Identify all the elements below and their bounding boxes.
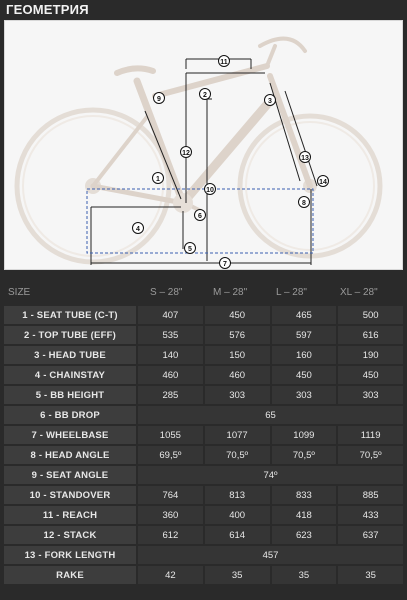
- cell-value: 150: [203, 346, 270, 364]
- cell-value: 460: [136, 366, 203, 384]
- cell-value: 764: [136, 486, 203, 504]
- cell-value: 70,5º: [203, 446, 270, 464]
- row-label: 10 - STANDOVER: [4, 486, 136, 504]
- cell-value-all-sizes: 65: [136, 406, 403, 424]
- table-row: [4, 466, 403, 484]
- callout-number: 12: [182, 149, 190, 157]
- table-row: [4, 386, 403, 404]
- cell-value: 42: [136, 566, 203, 584]
- cell-value: 450: [270, 366, 337, 384]
- cell-value: 303: [336, 386, 403, 404]
- cell-value: 70,5º: [336, 446, 403, 464]
- callout-number: 10: [206, 186, 214, 194]
- table-row: [4, 346, 403, 364]
- cell-value: 433: [336, 506, 403, 524]
- cell-value: 303: [270, 386, 337, 404]
- table-row: [4, 446, 403, 464]
- callout-number: 1: [156, 175, 160, 183]
- row-label: 5 - BB HEIGHT: [4, 386, 136, 404]
- cell-value: 623: [270, 526, 337, 544]
- table-row: [4, 506, 403, 524]
- row-label: 9 - SEAT ANGLE: [4, 466, 136, 484]
- row-label: 12 - STACK: [4, 526, 136, 544]
- cell-value: 450: [203, 306, 270, 324]
- cell-value: 140: [136, 346, 203, 364]
- callout-number: 14: [319, 178, 327, 186]
- row-label: RAKE: [4, 566, 136, 584]
- cell-value: 360: [136, 506, 203, 524]
- callout-number: 11: [220, 58, 228, 66]
- size-header: SIZE: [8, 287, 31, 298]
- callout-number: 13: [301, 154, 309, 162]
- col-header-l: L – 28": [276, 287, 307, 298]
- table-row: [4, 306, 403, 324]
- bottom-bracket: [173, 193, 193, 213]
- callout-number: 2: [203, 91, 207, 99]
- row-label: 2 - TOP TUBE (EFF): [4, 326, 136, 344]
- cell-value: 35: [270, 566, 337, 584]
- cell-value: 637: [336, 526, 403, 544]
- row-label: 4 - CHAINSTAY: [4, 366, 136, 384]
- cell-value: 70,5º: [270, 446, 337, 464]
- table-row: [4, 486, 403, 504]
- col-header-xl: XL – 28": [340, 287, 378, 298]
- table-row: [4, 426, 403, 444]
- row-label: 6 - BB DROP: [4, 406, 136, 424]
- cell-value: 1055: [136, 426, 203, 444]
- cell-value-all-sizes: 74º: [136, 466, 403, 484]
- table-row: [4, 526, 403, 544]
- cell-value-all-sizes: 457: [136, 546, 403, 564]
- col-header-m: M – 28": [213, 287, 248, 298]
- row-label: 7 - WHEELBASE: [4, 426, 136, 444]
- table-row: [4, 326, 403, 344]
- cell-value: 465: [270, 306, 337, 324]
- cell-value: 450: [336, 366, 403, 384]
- table-row: [4, 546, 403, 564]
- cell-value: 460: [203, 366, 270, 384]
- cell-value: 303: [203, 386, 270, 404]
- page-title: ГЕОМЕТРИЯ: [6, 2, 89, 17]
- cell-value: 833: [270, 486, 337, 504]
- row-label: 3 - HEAD TUBE: [4, 346, 136, 364]
- table-row: [4, 366, 403, 384]
- cell-value: 885: [336, 486, 403, 504]
- cell-value: 576: [203, 326, 270, 344]
- callout-number: 5: [188, 245, 192, 253]
- cell-value: 1099: [270, 426, 337, 444]
- geometry-diagram: [4, 20, 403, 270]
- cell-value: 69,5º: [136, 446, 203, 464]
- cell-value: 400: [203, 506, 270, 524]
- cell-value: 35: [203, 566, 270, 584]
- callout-number: 6: [198, 212, 202, 220]
- bike-diagram-svg: [5, 21, 402, 269]
- row-label: 11 - REACH: [4, 506, 136, 524]
- table-row: [4, 406, 403, 424]
- cell-value: 813: [203, 486, 270, 504]
- callout-number: 7: [223, 260, 227, 268]
- size-header-row: [0, 283, 407, 303]
- geometry-table: [4, 304, 403, 586]
- cell-value: 1077: [203, 426, 270, 444]
- cell-value: 597: [270, 326, 337, 344]
- callout-number: 8: [302, 199, 306, 207]
- cell-value: 535: [136, 326, 203, 344]
- cell-value: 614: [203, 526, 270, 544]
- callout-number: 4: [136, 225, 140, 233]
- cell-value: 500: [336, 306, 403, 324]
- cell-value: 160: [270, 346, 337, 364]
- row-label: 8 - HEAD ANGLE: [4, 446, 136, 464]
- cell-value: 190: [336, 346, 403, 364]
- cell-value: 418: [270, 506, 337, 524]
- callout-number: 3: [268, 97, 272, 105]
- callout-number: 9: [157, 95, 161, 103]
- row-label: 1 - SEAT TUBE (C-T): [4, 306, 136, 324]
- row-label: 13 - FORK LENGTH: [4, 546, 136, 564]
- table-row: [4, 566, 403, 584]
- cell-value: 285: [136, 386, 203, 404]
- cell-value: 1119: [336, 426, 403, 444]
- cell-value: 616: [336, 326, 403, 344]
- cell-value: 407: [136, 306, 203, 324]
- col-header-s: S – 28": [150, 287, 183, 298]
- cell-value: 35: [336, 566, 403, 584]
- cell-value: 612: [136, 526, 203, 544]
